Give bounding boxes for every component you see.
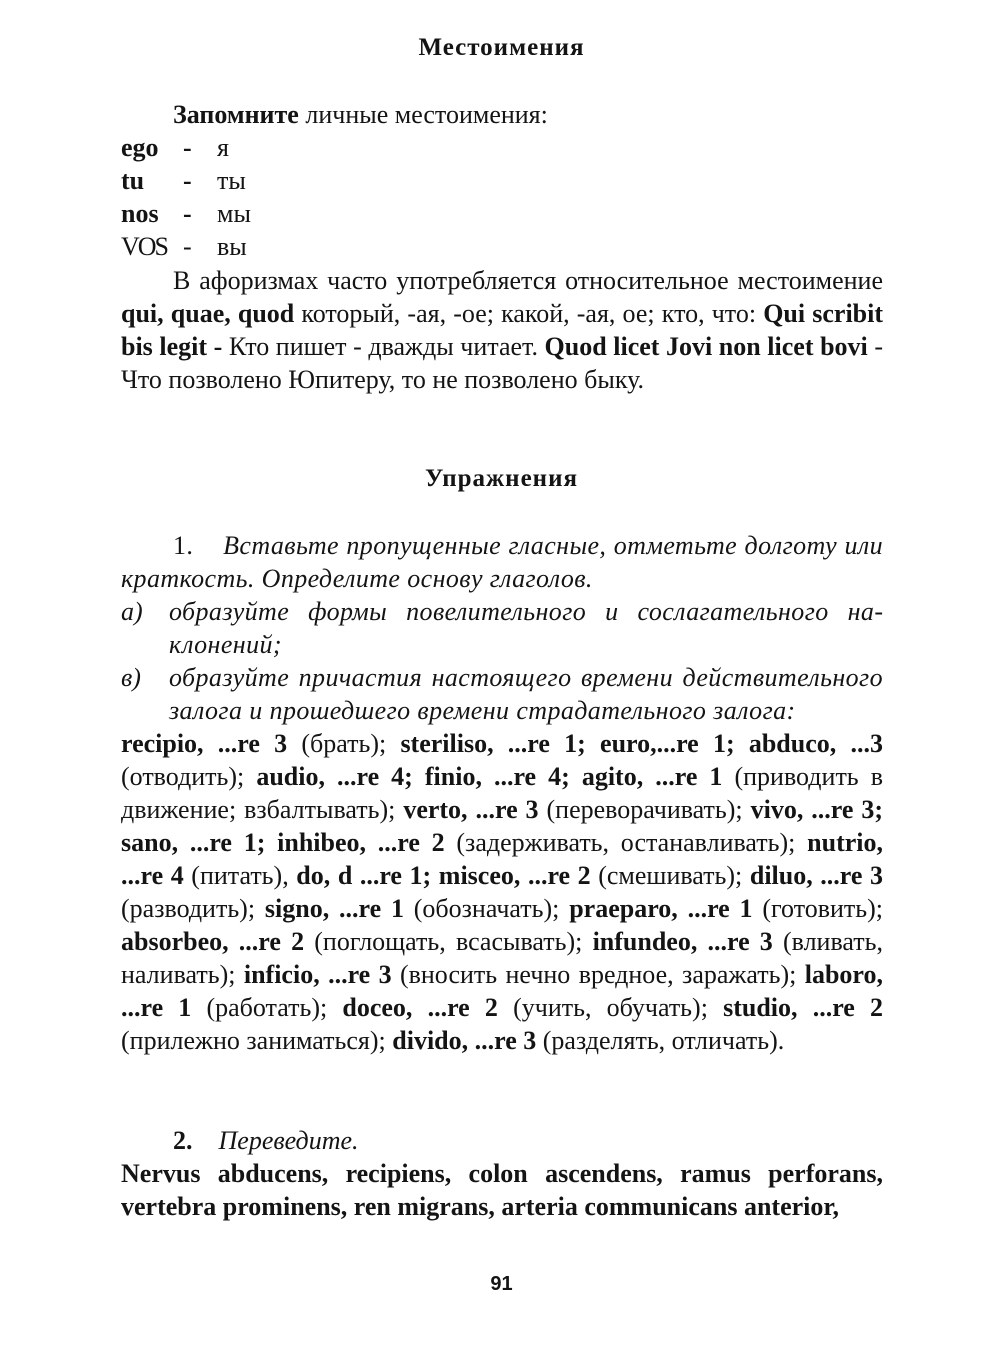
verb-form: do, d ...re 1; misceo, ...re 2 (296, 861, 591, 890)
remember-bold: Запомните (173, 100, 299, 129)
verb-gloss: (задерживать, останавливать); (444, 828, 808, 857)
verb-form: vivo, ...re 3; sano, ...re 1; inhibeo, ...re 2 (121, 795, 883, 857)
verb-form: laboro, ...re 1 (121, 960, 883, 1022)
pronoun-row (121, 131, 317, 164)
pronoun-latin: ego (121, 133, 159, 162)
verb-gloss: (прилежно заниматься); (121, 1026, 393, 1055)
verb-gloss: (приводить в движение; взбалтывать); (121, 762, 883, 824)
pronoun-row (121, 197, 317, 230)
pronoun-list (121, 131, 317, 263)
verb-form: audio, ...re 4; finio, ...re 4; agito, ...re 1 (256, 762, 723, 791)
verb-form: diluo, ...re 3 (749, 861, 883, 890)
pronoun-russian: ты (217, 166, 246, 195)
verb-form: studio, ...re 2 (723, 993, 883, 1022)
verb-form: infundeo, ...re 3 (592, 927, 773, 956)
paragraph-text: Кто пишет - дважды читает. (222, 332, 545, 361)
pronoun-latin: tu (121, 166, 145, 195)
latin-aphorism: Quod licet Jovi non licet bovi (544, 332, 868, 361)
pronoun-row (121, 164, 317, 197)
exercise-number: 2. (173, 1126, 193, 1155)
exercise-task: Вставьте пропущенные гласные, отметьте долготу или краткость. Определите основу глаголов. (121, 531, 883, 593)
pronoun-dash: - (183, 199, 192, 228)
verb-gloss: (брать); (287, 729, 401, 758)
verb-form: absorbeo, ...re 2 (121, 927, 305, 956)
verb-form: signo, ...re 1 (264, 894, 404, 923)
verb-form: inficio, ...re 3 (243, 960, 392, 989)
paragraph-text: который, -ая, -ое; какой, -ая, ое; кто, что: (294, 299, 764, 328)
verb-form: doceo, ...re 2 (342, 993, 498, 1022)
latin-term: qui, quae, quod (121, 299, 295, 328)
verb-form: recipio, ...re 3 (121, 729, 288, 758)
task-item (121, 661, 883, 727)
translation-terms: Nervus abducens, recipiens, colon ascendens, ramus perforans, vertebra prominens, ren migrans, arteria communicans anterior, (121, 1159, 883, 1221)
pronoun-latin: VOS (121, 232, 168, 261)
verb-gloss: (вносить нечно вредное, заражать); (391, 960, 805, 989)
verb-gloss: (обозначать); (403, 894, 570, 923)
task-item (121, 595, 883, 661)
verb-gloss: (разводить); (121, 894, 265, 923)
verb-list (121, 727, 883, 1057)
verb-gloss: (питать), (183, 861, 297, 890)
exercise-2 (121, 1124, 883, 1223)
verb-gloss: (учить, обучать); (497, 993, 724, 1022)
exercise-number: 1. (173, 531, 194, 560)
exercise-task: Переведите. (218, 1126, 359, 1155)
task-item-text: образуйте формы повелительного и сослагательного наклонений; (169, 597, 883, 659)
verb-gloss: (смешивать); (590, 861, 750, 890)
pronoun-russian: я (217, 133, 229, 162)
verb-form: praeparo, ...re 1 (569, 894, 753, 923)
verb-gloss: (отводить); (121, 762, 257, 791)
verb-form: divido, ...re 3 (392, 1026, 537, 1055)
section-title-exercises: Упражнения (424, 465, 579, 492)
pronoun-latin: nos (121, 199, 159, 228)
remember-rest: личные местоимения: (298, 100, 548, 129)
verb-gloss: (работать); (191, 993, 343, 1022)
task-item-mark: в) (121, 663, 141, 692)
pronoun-dash: - (183, 133, 192, 162)
verb-gloss: (разделять, отличать). (536, 1026, 785, 1055)
task-item-mark: а) (121, 597, 143, 626)
verb-gloss: (поглощать, всасывать); (304, 927, 593, 956)
task-item-text: образуйте причастия настоящего времени действительного залога и прошедшего времени страдательного залога: (169, 663, 883, 725)
verb-gloss: (вливать, наливать); (121, 927, 883, 989)
latin-aphorism: Qui scribit bis legit - (121, 299, 884, 361)
verb-form: steriliso, ...re 1; euro,...re 1; abduco, ...3 (400, 729, 883, 758)
page-number: 91 (490, 1273, 513, 1295)
pronoun-dash: - (183, 232, 192, 261)
verb-form: nutrio, ...re 4 (121, 828, 883, 890)
verb-form: verto, ...re 3 (403, 795, 539, 824)
pronoun-row (121, 230, 317, 263)
pronoun-dash: - (183, 166, 192, 195)
remember-line (121, 98, 883, 131)
relative-pronoun-paragraph (121, 264, 883, 396)
paragraph-text: В афоризмах часто употребляется относительное местоимение (173, 266, 883, 295)
verb-gloss: (переворачивать); (538, 795, 751, 824)
paragraph-text: - Что позволено Юпитеру, то не позволено быку. (121, 332, 883, 394)
section-title-pronouns: Местоимения (418, 34, 585, 61)
verb-gloss: (готовить); (752, 894, 884, 923)
pronoun-russian: вы (217, 232, 247, 261)
exercise-1 (121, 529, 883, 1057)
pronoun-russian: мы (217, 199, 251, 228)
